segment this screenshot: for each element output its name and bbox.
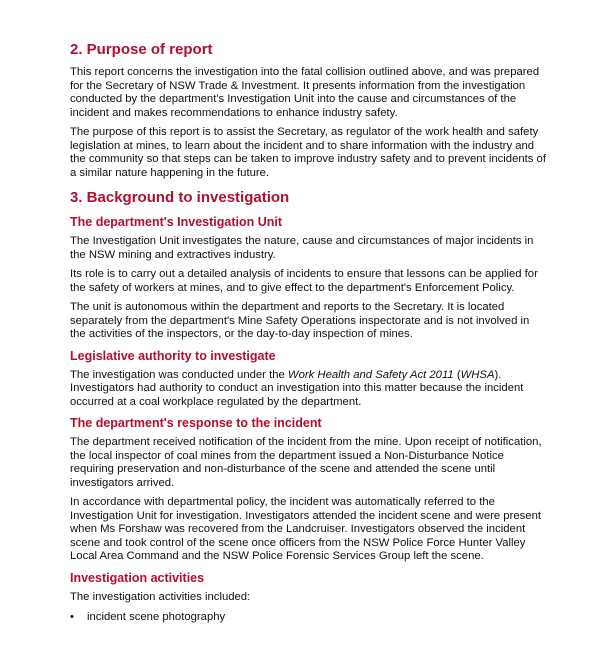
subsection-heading: Investigation activities	[70, 570, 205, 585]
section-background-to-investigation	[70, 188, 548, 624]
subsection-heading: The department's Investigation Unit	[70, 215, 283, 229]
text-run: (	[453, 368, 461, 381]
text-run: ). Investigators had authority to conduct an investigation into this matter because the incident occurred at a coal workplace regulated by the department.	[70, 368, 524, 408]
paragraph: The investigation activities included:	[70, 590, 251, 603]
paragraph: Its role is to carry out a detailed analysis of incidents to ensure that lessons can be applied for the safety of workers at mines, and to give effect to the department's Enforcement Policy.	[70, 268, 538, 294]
paragraph: In accordance with departmental policy, the incident was automatically referred to the Investigation Unit for investigation. Investigators attended the incident scene and were present when Ms Forshaw was recovered from the Landcruiser. Investigators observed the incident scene and took control of the scene once officers from the NSW Police Force Hunter Valley Local Area Command and the NSW Police Forensic Services Group left the scene.	[70, 496, 541, 562]
subsection-investigation-unit	[70, 214, 548, 342]
text-run: The investigation was conducted under the	[70, 368, 288, 381]
section-heading: 2. Purpose of report	[70, 41, 213, 58]
paragraph: The Investigation Unit investigates the nature, cause and circumstances of major incidents in the NSW mining and extractives industry.	[70, 235, 534, 261]
list-item	[70, 610, 548, 624]
paragraph	[70, 369, 548, 410]
subsection-heading: Legislative authority to investigate	[70, 348, 276, 363]
subsection-department-response	[70, 415, 548, 564]
subsection-heading: The department's response to the incident	[70, 416, 322, 430]
paragraph: The unit is autonomous within the department and reports to the Secretary. It is located separately from the department's Mine Safety Operations inspectorate and is not involved in the activities of the inspectors, or the day-to-day inspection of mines.	[70, 301, 530, 340]
act-title: Work Health and Safety Act 2011	[287, 368, 454, 381]
subsection-legislative-authority	[70, 348, 548, 410]
paragraph: The department received notification of the incident from the mine. Upon receipt of notification, the local inspector of coal mines from the department issued a Non-Disturbance Notice requiring preservation and non-disturbance of the scene and attended the scene until investigators arrived.	[70, 436, 542, 489]
paragraph: The purpose of this report is to assist the Secretary, as regulator of the work health and safety legislation at mines, to learn about the incident and to share information with the industry and the community so that steps can be taken to improve industry safety and to prevent incidents of a similar nature happening in the future.	[70, 126, 546, 179]
act-abbreviation: WHSA	[460, 368, 495, 381]
paragraph: This report concerns the investigation into the fatal collision outlined above, and was prepared for the Secretary of NSW Trade & Investment. It presents information from the investigation conducted by the department's Investigation Unit into the cause and circumstances of the incident and makes recommendations to enhance industry safety.	[70, 66, 540, 119]
section-purpose-of-report	[70, 40, 548, 180]
list-item-text: incident scene photography	[87, 611, 226, 623]
subsection-investigation-activities	[70, 570, 548, 625]
bullet-list	[70, 610, 548, 624]
section-heading: 3. Background to investigation	[70, 189, 290, 206]
document-body	[70, 40, 548, 624]
bullet-icon: •	[70, 611, 74, 623]
